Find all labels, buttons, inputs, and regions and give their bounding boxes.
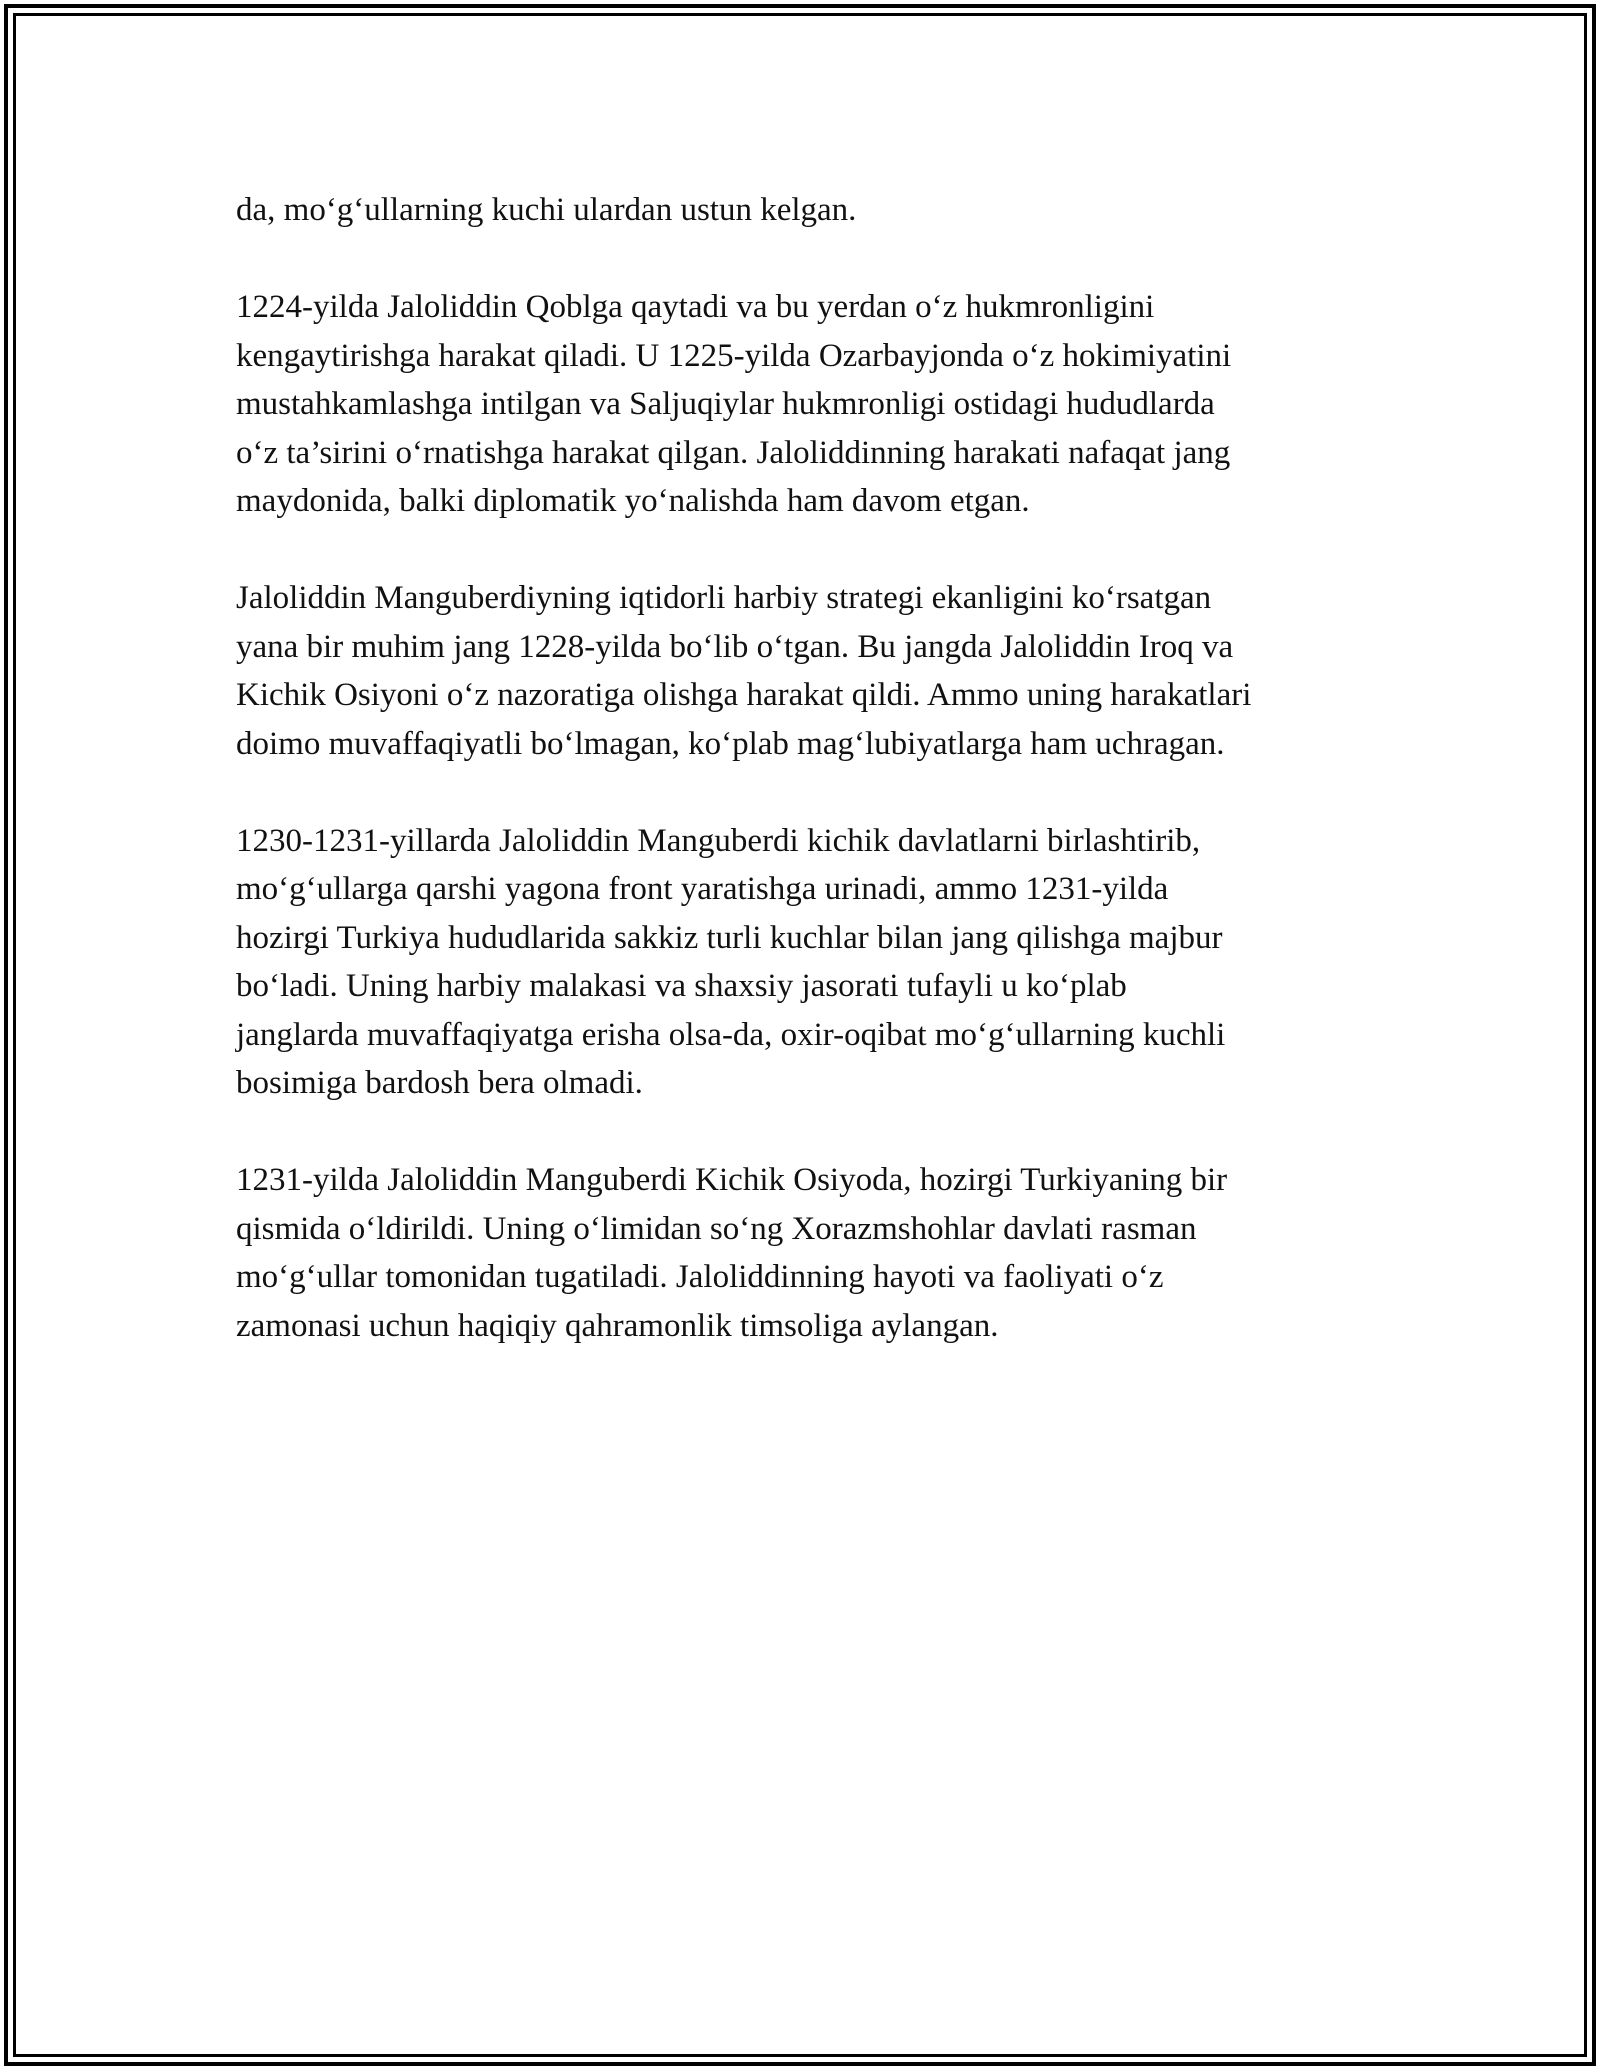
paragraph-3 — [236, 574, 1386, 768]
paragraph-line: Jaloliddin Manguberdiyning iqtidorli harbiy strategi ekanligini ko‘rsatgan — [236, 580, 1212, 616]
document-body — [236, 186, 1386, 1399]
paragraph-line: yana bir muhim jang 1228-yilda bo‘lib o‘tgan. Bu jangda Jaloliddin Iroq va — [236, 628, 1234, 665]
paragraph-line: 1230-1231-yillarda Jaloliddin Manguberdi kichik davlatlarni birlashtirib, — [236, 822, 1201, 859]
paragraph-line: 1231-yilda Jaloliddin Manguberdi Kichik Osiyoda, hozirgi Turkiyaning bir — [236, 1162, 1228, 1198]
paragraph-line: 1224-yilda Jaloliddin Qoblga qaytadi va bu yerdan o‘z hukmronligini — [236, 289, 1155, 325]
paragraph-line: o‘z ta’sirini o‘rnatishga harakat qilgan. Jaloliddinning harakati nafaqat jang — [236, 434, 1231, 471]
paragraph-2 — [236, 283, 1386, 526]
paragraph-5 — [236, 1156, 1386, 1350]
paragraph-line: bosimiga bardosh bera olmadi. — [236, 1065, 643, 1101]
paragraph-line: bo‘ladi. Uning harbiy malakasi va shaxsiy jasorati tufayli u ko‘plab — [236, 968, 1127, 1004]
paragraph-1 — [236, 186, 1386, 235]
paragraph-line: mustahkamlashga intilgan va Saljuqiylar hukmronligi ostidagi hududlarda — [236, 386, 1215, 422]
paragraph-line: mo‘g‘ullar tomonidan tugatiladi. Jaloliddinning hayoti va faoliyati o‘z — [236, 1259, 1164, 1295]
paragraph-line: janglarda muvaffaqiyatga erisha olsa-da, oxir-oqibat mo‘g‘ullarning kuchli — [236, 1016, 1226, 1053]
paragraph-line: kengaytirishga harakat qiladi. U 1225-yilda Ozarbayjonda o‘z hokimiyatini — [236, 337, 1232, 374]
paragraph-line: hozirgi Turkiya hududlarida sakkiz turli kuchlar bilan jang qilishga majbur — [236, 919, 1223, 956]
paragraph-4 — [236, 817, 1386, 1108]
paragraph-line: da, mo‘g‘ullarning kuchi ulardan ustun kelgan. — [236, 192, 857, 228]
paragraph-line: doimo muvaffaqiyatli bo‘lmagan, ko‘plab mag‘lubiyatlarga ham uchragan. — [236, 725, 1225, 762]
paragraph-line: Kichik Osiyoni o‘z nazoratiga olishga harakat qildi. Ammo uning harakatlari — [236, 677, 1252, 713]
paragraph-line: mo‘g‘ullarga qarshi yagona front yaratishga urinadi, ammo 1231-yilda — [236, 871, 1169, 907]
paragraph-line: zamonasi uchun haqiqiy qahramonlik timsoliga aylangan. — [236, 1307, 999, 1344]
paragraph-line: qismida o‘ldirildi. Uning o‘limidan so‘ng Xorazmshohlar davlati rasman — [236, 1210, 1197, 1247]
paragraph-line: maydonida, balki diplomatik yo‘nalishda ham davom etgan. — [236, 483, 1030, 519]
